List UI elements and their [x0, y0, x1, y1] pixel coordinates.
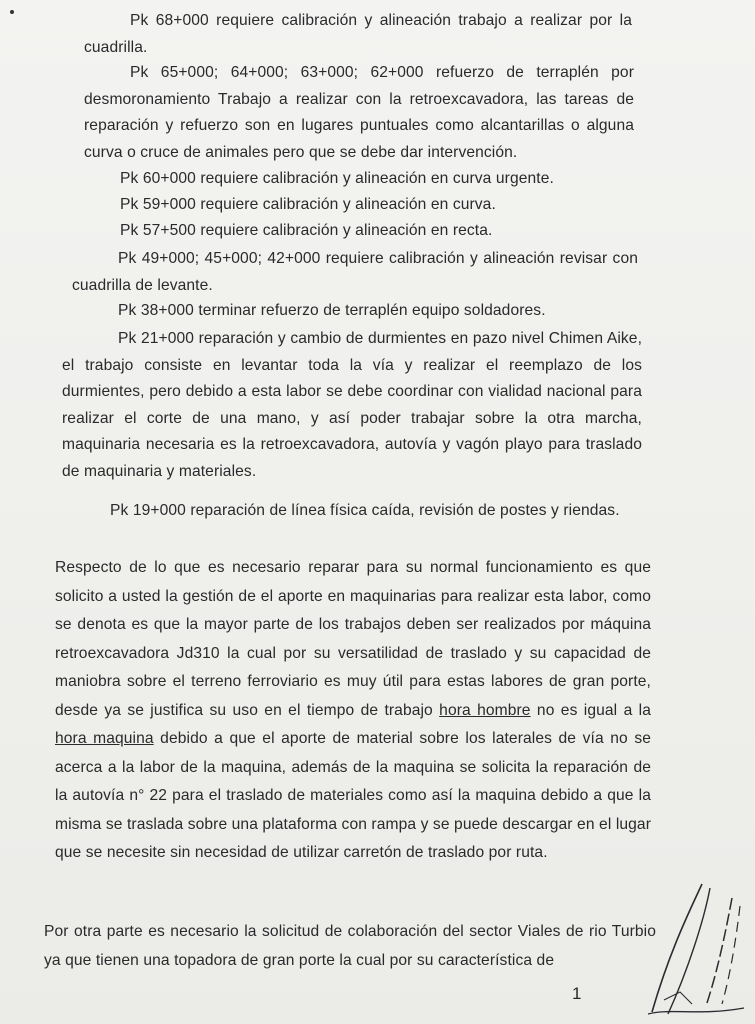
underlined-hora-hombre: hora hombre: [439, 701, 531, 719]
paragraph-pk-49: Pk 49+000; 45+000; 42+000 requiere calibración y alineación revisar con cuadrilla de levante.: [72, 250, 638, 294]
page-number: 1: [572, 984, 582, 1003]
underlined-hora-maquina: hora maquina: [55, 730, 154, 747]
paragraph-pk-57: Pk 57+500 requiere calibración y alineación en recta.: [120, 222, 493, 239]
body-paragraph: [55, 554, 651, 868]
paragraph-pk-59: Pk 59+000 requiere calibración y alineación en curva.: [120, 196, 496, 213]
body-text-2: no es igual a la: [530, 701, 652, 719]
paragraph-pk-68: Pk 68+000 requiere calibración y alineación trabajo a realizar por la cuadrilla.: [84, 12, 632, 56]
paragraph-pk-21: Pk 21+000 reparación y cambio de durmientes en pazo nivel Chimen Aike, el trabajo consiste en levantar toda la vía y realizar el reemplazo de los durmientes, pero debido a esta labor se debe coordinar con vialidad nacional para realizar el corte de una mano, y así poder trabajar sobre la otra marcha, maquinaria necesaria es la retroexcavadora, autovía y vagón playo para traslado de maquinaria y materiales.: [62, 330, 642, 480]
body-text-1: Respecto de lo que es necesario reparar para su normal funcionamiento es que solicito a usted la gestión de el aporte en maquinarias para realizar esta labor, como se denota es que la mayor parte de los trabajos deben ser realizados por máquina retroexcavadora Jd310 la cual por su versatilidad de traslado y su capacidad de maniobra sobre el terreno ferroviario es muy útil para estas labores de gran porte, desde ya se justifica su uso en el tiempo de trabajo: [55, 559, 651, 719]
paragraph-pk-60: Pk 60+000 requiere calibración y alineación en curva urgente.: [120, 170, 554, 187]
signature-scribble: [640, 880, 750, 1020]
paragraph-pk-19: Pk 19+000 reparación de línea física caída, revisión de postes y riendas.: [110, 502, 620, 519]
body-text-3: debido a que el aporte de material sobre los laterales de vía no se acerca a la labor de la maquina, además de la maquina se solicita la reparación de la autovía n° 22 para el traslado de materiales como así la maquina debido a que la misma se traslada sobre una plataforma con rampa y se puede descargar en el lugar que se necesite sin necesidad de utilizar carretón de traslado por ruta.: [55, 730, 651, 861]
scan-dot: [10, 10, 14, 14]
closing-paragraph: Por otra parte es necesario la solicitud de colaboración del sector Viales de rio Turbio ya que tienen una topadora de gran porte la cual por su característica de: [44, 923, 656, 969]
paragraph-pk-65: Pk 65+000; 64+000; 63+000; 62+000 refuerzo de terraplén por desmoronamiento Trabajo a realizar con la retroexcavadora, las tareas de reparación y refuerzo son en lugares puntuales como alcantarillas o alguna curva o cruce de animales pero que se debe dar intervención.: [84, 64, 634, 161]
paragraph-pk-38: Pk 38+000 terminar refuerzo de terraplén equipo soldadores.: [118, 302, 546, 319]
